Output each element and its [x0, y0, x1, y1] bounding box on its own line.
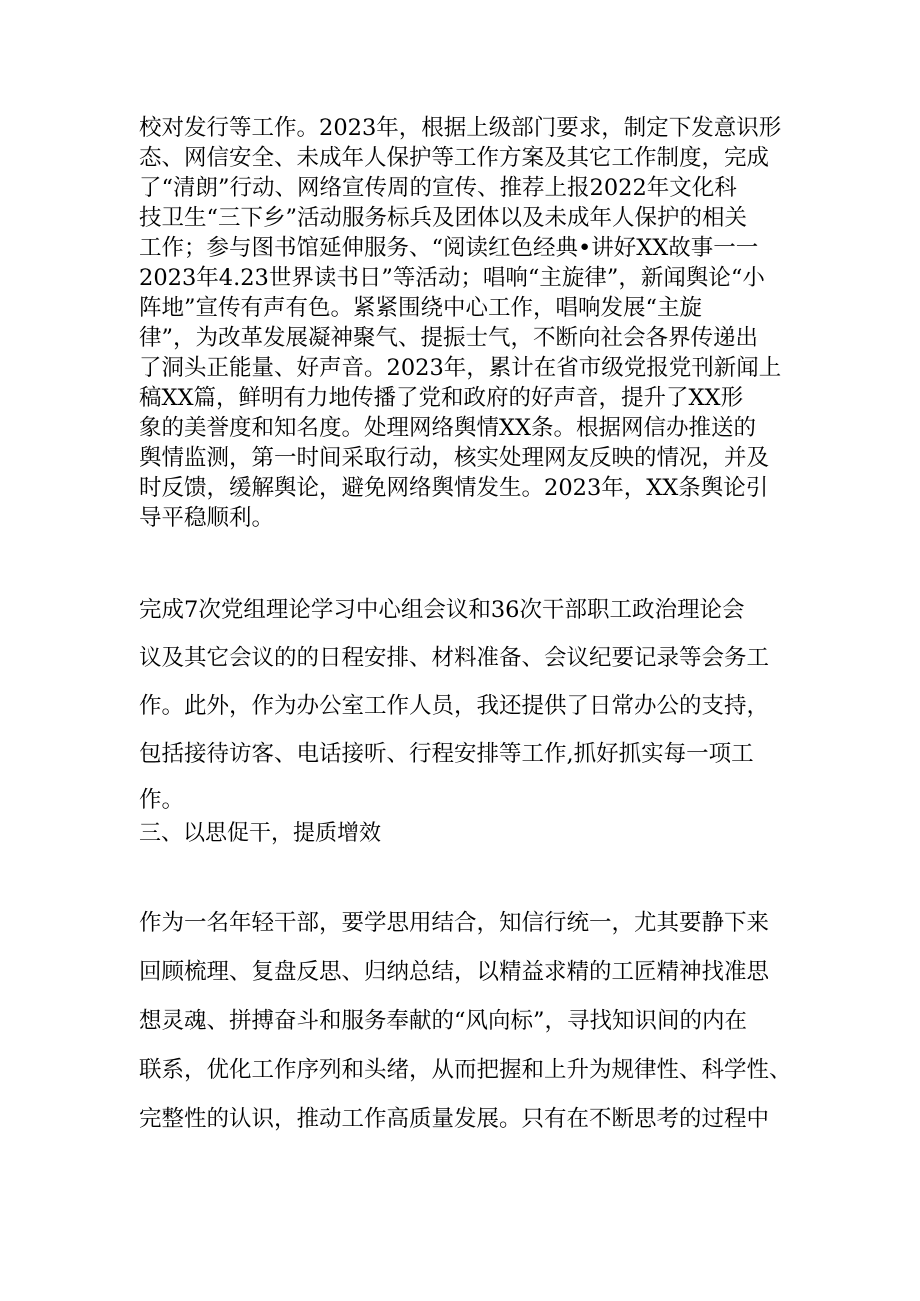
- paragraph-2-line-5: 作。: [139, 787, 185, 813]
- paragraph-1-line-8: 律”，为改革发展凝神聚气、提振士气，不断向社会各界传递出: [139, 325, 759, 351]
- paragraph-1-line-12: 舆情监测，第一时间采取行动，核实处理网友反映的情况，并及: [139, 445, 770, 471]
- paragraph-1-line-9: 了洞头正能量、好声音。2023年，累计在省市级党报党刊新闻上: [139, 355, 782, 381]
- paragraph-3-line-1: 作为一名年轻干部，要学思用结合，知信行统一，尤其要静下来: [139, 910, 770, 936]
- paragraph-1-line-14: 导平稳顺利。: [139, 505, 275, 531]
- paragraph-3-line-4: 联系，优化工作序列和头绪，从而把握和上升为规律性、科学性、: [139, 1057, 792, 1083]
- paragraph-1-line-7: 阵地”宣传有声有色。紧紧围绕中心工作，唱响发展“主旋: [139, 295, 703, 321]
- section-heading: 三、以思促干，提质增效: [139, 821, 382, 846]
- paragraph-1-line-4: 技卫生“三下乡”活动服务标兵及团体以及未成年人保护的相关: [139, 205, 748, 231]
- paragraph-3-line-2: 回顾梳理、复盘反思、归纳总结，以精益求精的工匠精神找准思: [139, 959, 770, 985]
- paragraph-1-line-6: 2023年4.23世界读书日”等活动；唱响“主旋律”，新闻舆论“小: [139, 265, 765, 291]
- paragraph-1-line-3: 了“清朗”行动、网络宣传周的宣传、推荐上报2022年文化科: [139, 175, 737, 201]
- paragraph-1-line-13: 时反馈，缓解舆论，避免网络舆情发生。2023年，XX条舆论引: [139, 475, 769, 501]
- paragraph-1-line-1: 校对发行等工作。2023年，根据上级部门要求，制定下发意识形: [139, 115, 782, 141]
- paragraph-1-line-10: 稿XX篇，鲜明有力地传播了党和政府的好声音，提升了XX形: [139, 385, 744, 411]
- paragraph-1-line-5: 工作；参与图书馆延伸服务、“阅读红色经典•讲好XX故事一一: [139, 235, 759, 261]
- paragraph-3-line-3: 想灵魂、拼搏奋斗和服务奉献的“风向标”，寻找知识间的内在: [139, 1008, 748, 1034]
- paragraph-2-line-4: 包括接待访客、电话接听、行程安排等工作,抓好抓实每一项工: [139, 741, 754, 767]
- paragraph-3-line-5: 完整性的认识，推动工作高质量发展。只有在不断思考的过程中: [139, 1106, 770, 1132]
- paragraph-2-line-2: 议及其它会议的的日程安排、材料准备、会议纪要记录等会务工: [139, 645, 770, 671]
- paragraph-2-line-1: 完成7次党组理论学习中心组会议和36次干部职工政治理论会: [139, 597, 745, 623]
- paragraph-1-line-11: 象的美誉度和知名度。处理网络舆情XX条。根据网信办推送的: [139, 415, 757, 441]
- paragraph-1-line-2: 态、网信安全、未成年人保护等工作方案及其它工作制度，完成: [139, 145, 770, 171]
- paragraph-2-line-3: 作。此外，作为办公室工作人员，我还提供了日常办公的支持，: [139, 693, 770, 719]
